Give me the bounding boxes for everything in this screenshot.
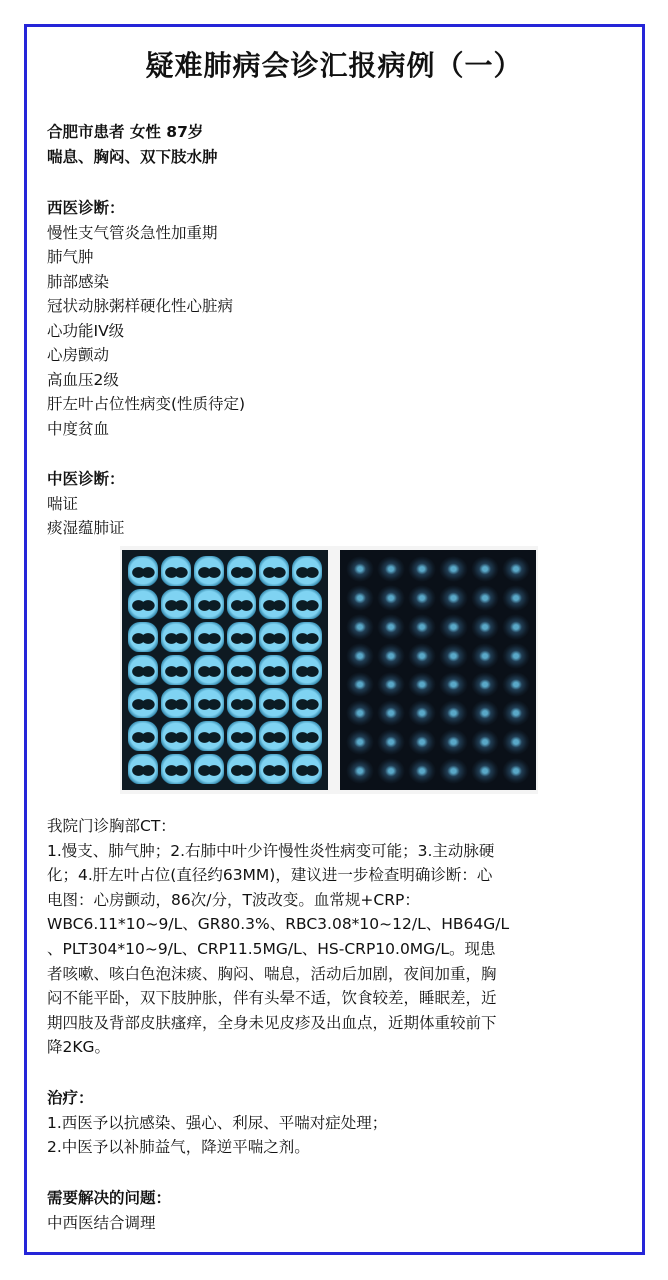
ct-slice [377,614,405,640]
ct-slice [471,643,499,669]
ct-slice [161,721,191,751]
ct-slice [471,672,499,698]
problem-heading: 需要解决的问题： [47,1189,172,1207]
report-line: 、PLT304*10~9/L、CRP11.5MG/L、HS-CRP10.0MG/L。现患 [47,939,496,958]
ct-slice [259,688,289,718]
ct-slice [227,556,257,586]
page-title: 疑难肺病会诊汇报病例（一） [145,49,523,82]
ct-slice [502,585,530,611]
report-line: 闷不能平卧，双下肢肿胀，伴有头晕不适，饮食较差，睡眠差，近 [47,989,497,1008]
western-item: 心房颤动 [47,346,110,364]
ct-slice [194,622,224,652]
ct-slice [377,729,405,755]
ct-slice [194,754,224,784]
report-line: WBC6.11*10~9/L、GR80.3%、RBC3.08*10~12/L、HB64G/L [47,915,510,934]
ct-slice [377,556,405,582]
ct-slice [377,643,405,669]
ct-slice [346,556,374,582]
ct-slice [292,721,322,751]
treatment-item: 2.中医予以补肺益气，降逆平喘之剂。 [47,1138,310,1156]
ct-slice [194,688,224,718]
ct-slice [292,688,322,718]
ct-slice [346,700,374,726]
western-item: 肺部感染 [47,272,110,291]
ct-slice [439,700,467,726]
patient-line-1: 合肥市患者 女性 87岁 [47,123,204,141]
ct-slice [408,672,436,698]
chinese-item: 喘证 [47,494,79,513]
ct-slice [292,655,322,685]
ct-slice [377,758,405,784]
ct-slice [439,643,467,669]
ct-slice [346,585,374,611]
ct-slice [502,614,530,640]
ct-slice [408,758,436,784]
ct-slice [408,556,436,582]
treatment-item: 1.西医予以抗感染、强心、利尿、平喘对症处理； [47,1113,388,1132]
ct-slice [161,754,191,784]
ct-slice [346,643,374,669]
ct-slice [471,729,499,755]
ct-slice [502,729,530,755]
report-line: 我院门诊胸部CT： [47,817,176,835]
ct-slice [377,700,405,726]
ct-slice [259,754,289,784]
ct-slice [439,758,467,784]
ct-slice [194,655,224,685]
ct-report [47,814,617,1060]
western-item: 心功能IV级 [47,321,125,340]
ct-slice [161,655,191,685]
ct-slice [502,556,530,582]
ct-slice [502,672,530,698]
western-item: 冠状动脉粥样硬化性心脏病 [47,297,234,315]
ct-slice [161,589,191,619]
ct-slice [408,643,436,669]
ct-slice [259,622,289,652]
problem-section [47,1186,617,1235]
ct-slice [128,688,158,718]
ct-slice [502,700,530,726]
ct-slice [161,688,191,718]
ct-slice [227,688,257,718]
ct-slice [194,556,224,586]
ct-slice [259,589,289,619]
ct-slice [227,655,257,685]
report-line: 电图：心房颤动，86次/分，T波改变。血常规+CRP： [47,890,420,909]
ct-slice [502,758,530,784]
ct-slice [408,614,436,640]
problem-text: 中西医结合调理 [47,1213,156,1232]
ct-slice [194,589,224,619]
patient-info [47,120,617,169]
ct-slice [292,556,322,586]
ct-slice [259,556,289,586]
western-heading: 西医诊断： [47,199,125,217]
report-line: 化；4.肝左叶占位(直径约63MM)，建议进一步检查明确诊断：心 [47,866,493,885]
ct-slice [128,589,158,619]
ct-film-lung-window [122,550,328,790]
report-line: 降2KG。 [47,1038,111,1057]
ct-slice [471,556,499,582]
ct-slice [227,622,257,652]
western-item: 肝左叶占位性病变(性质待定) [47,395,246,413]
ct-slice [292,622,322,652]
chinese-heading: 中医诊断： [47,470,125,488]
ct-slice [408,729,436,755]
ct-slice [194,721,224,751]
ct-slice [346,672,374,698]
ct-slice [346,758,374,784]
treatment [47,1086,617,1160]
western-item: 肺气肿 [47,248,94,266]
ct-slice [408,585,436,611]
ct-slice [408,700,436,726]
ct-slice [346,614,374,640]
report-line: 1.慢支、肺气肿；2.右肺中叶少许慢性炎性病变可能；3.主动脉硬 [47,841,495,860]
ct-slice [471,700,499,726]
ct-slice [128,721,158,751]
ct-film-image [120,546,538,794]
ct-slice [292,589,322,619]
ct-slice [471,758,499,784]
ct-slice [227,721,257,751]
patient-line-2: 喘息、胸闷、双下肢水肿 [47,147,218,166]
western-item: 慢性支气管炎急性加重期 [47,223,218,242]
treatment-heading: 治疗： [47,1089,94,1107]
report-line: 期四肢及背部皮肤瘙痒，全身未见皮疹及出血点，近期体重较前下 [47,1013,497,1032]
ct-film-mediastinal-window [340,550,536,790]
ct-slice [439,556,467,582]
ct-slice [439,585,467,611]
ct-slice [471,614,499,640]
ct-slice [439,672,467,698]
chinese-diagnosis [47,467,617,541]
ct-slice [161,556,191,586]
ct-slice [161,622,191,652]
ct-slice [128,556,158,586]
ct-slice [128,655,158,685]
western-diagnosis [47,196,617,441]
ct-slice [346,729,374,755]
ct-slice [471,585,499,611]
ct-slice [292,754,322,784]
western-item: 中度贫血 [47,419,110,438]
chinese-item: 痰湿蕴肺证 [47,519,125,537]
ct-slice [259,655,289,685]
ct-slice [128,622,158,652]
ct-slice [502,643,530,669]
ct-slice [259,721,289,751]
ct-slice [439,729,467,755]
western-item: 高血压2级 [47,370,119,389]
ct-slice [128,754,158,784]
ct-slice [439,614,467,640]
ct-slice [227,754,257,784]
ct-slice [227,589,257,619]
report-line: 者咳嗽、咳白色泡沫痰、胸闷、喘息，活动后加剧，夜间加重，胸 [47,964,497,983]
ct-slice [377,585,405,611]
ct-slice [377,672,405,698]
